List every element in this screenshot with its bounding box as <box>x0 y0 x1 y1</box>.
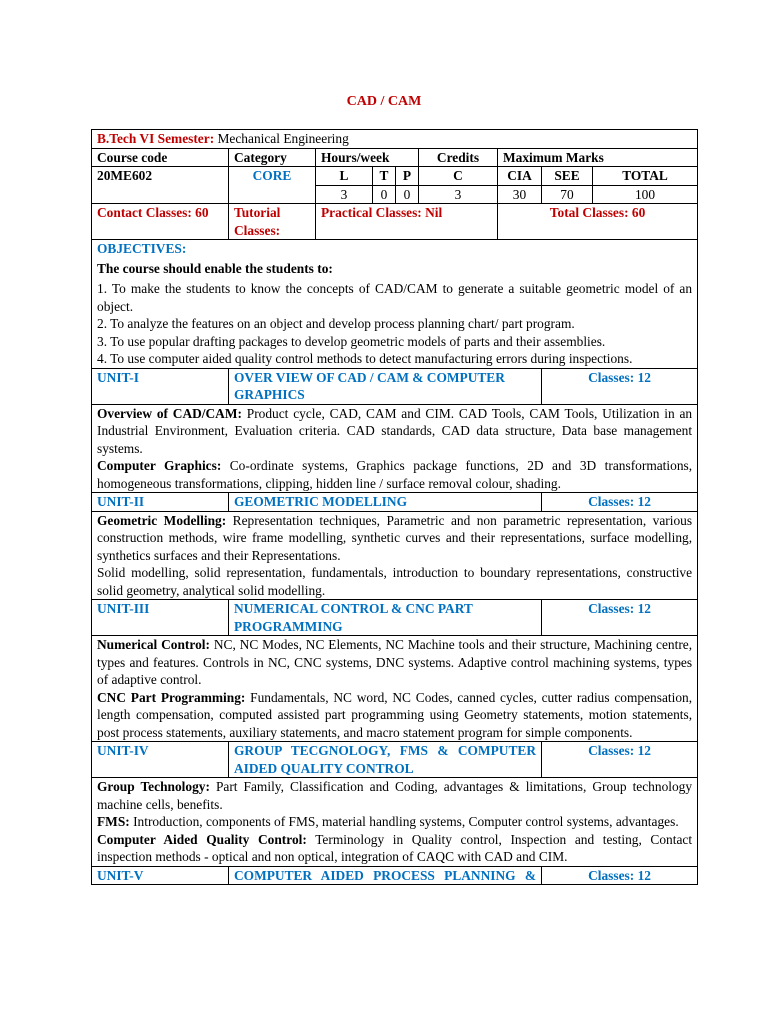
hours-l-label: L <box>316 167 373 186</box>
unit-paragraph <box>97 636 692 689</box>
objectives-intro: The course should enable the students to: <box>97 260 333 276</box>
hours-t-value: 0 <box>373 185 396 204</box>
topic-heading: Group Technology: <box>97 779 210 794</box>
unit-header-row <box>92 368 698 404</box>
objective-item: 2. To analyze the features on an object and develop process planning chart/ part program. <box>97 316 575 331</box>
topic-text: Introduction, components of FMS, material handling systems, Computer control systems, advantages. <box>129 814 679 829</box>
unit-paragraph <box>97 512 692 565</box>
category-header: Category <box>229 148 316 167</box>
topic-heading: Computer Aided Quality Control: <box>97 831 307 847</box>
semester-label: B.Tech VI Semester: <box>97 131 215 146</box>
topic-heading: CNC Part Programming: <box>97 689 246 705</box>
unit-label: UNIT-IV <box>92 742 229 778</box>
see-value: 70 <box>542 185 593 204</box>
total-classes: Total Classes: 60 <box>498 204 698 240</box>
unit-paragraph <box>97 813 692 831</box>
unit-body-row <box>92 404 698 493</box>
unit-label: UNIT-I <box>92 368 229 404</box>
classes-row <box>92 204 698 240</box>
objective-item: 3. To use popular drafting packages to develop geometric models of parts and their assemblies. <box>97 333 606 349</box>
topic-text: Co-ordinate systems, Graphics package functions, 2D and 3D transformations, homogeneous transformations, clipping, hidden line / surface removal colour, shading. <box>97 458 693 491</box>
unit-paragraph <box>97 405 692 458</box>
unit-title: GROUP TECGNOLOGY, FMS & COMPUTER AIDED QUALITY CONTROL <box>229 742 542 778</box>
unit-paragraph <box>97 778 692 813</box>
topic-text: Product cycle, CAD, CAM and CIM. CAD Tools, CAM Tools, Utilization in an Industrial Environment, Evaluation criteria. CAD standards, CAD data structure, Data base management systems. <box>97 405 693 456</box>
total-value: 100 <box>593 185 698 204</box>
credits-c-label: C <box>419 167 498 186</box>
practical-classes: Practical Classes: Nil <box>316 204 498 240</box>
topic-heading: Overview of CAD/CAM: <box>97 405 242 421</box>
unit-classes: Classes: 12 <box>542 866 698 885</box>
unit-paragraph <box>97 457 692 492</box>
semester-value: Mechanical Engineering <box>217 131 349 146</box>
topic-text: Terminology in Quality control, Inspection and testing, Contact inspection methods - optical and non optical, integration of CAQC with CAD and CIM. <box>97 831 693 864</box>
topic-heading: Numerical Control: <box>97 637 210 652</box>
unit-classes: Classes: 12 <box>542 368 698 404</box>
marks-header: Maximum Marks <box>498 148 698 167</box>
unit-header-row <box>92 600 698 636</box>
contact-classes: Contact Classes: 60 <box>92 204 229 240</box>
credits-header: Credits <box>419 148 498 167</box>
unit-title: COMPUTER AIDED PROCESS PLANNING & <box>229 866 542 885</box>
topic-text: Representation techniques, Parametric and non parametric representation, various construction methods, wire frame modelling, synthetic curves and their representations, surface modelling, synthetics surfaces and their Representations. <box>97 512 693 563</box>
unit-header-row <box>92 742 698 778</box>
unit-title: GEOMETRIC MODELLING <box>229 493 542 512</box>
course-code: 20ME602 <box>92 167 229 204</box>
unit-label: UNIT-V <box>92 866 229 885</box>
unit-body-row <box>92 636 698 742</box>
topic-heading: FMS: <box>97 814 130 829</box>
unit-classes: Classes: 12 <box>542 600 698 636</box>
topic-text: Fundamentals, NC word, NC Codes, canned cycles, cutter radius compensation, length compensation, computed assisted part programming using Geometry statements, motion statements, post process statements, auxiliary statements, and macro statement program for simple components. <box>97 689 693 740</box>
unit-body-row <box>92 511 698 600</box>
hours-header: Hours/week <box>316 148 419 167</box>
cia-value: 30 <box>498 185 542 204</box>
page-title: CAD / CAM <box>346 94 422 109</box>
code-row <box>92 167 698 186</box>
syllabus-table <box>91 129 698 885</box>
cia-label: CIA <box>498 167 542 186</box>
total-label: TOTAL <box>593 167 698 186</box>
hours-p-value: 0 <box>396 185 419 204</box>
objectives-heading: OBJECTIVES: <box>97 241 187 256</box>
unit-classes: Classes: 12 <box>542 742 698 778</box>
unit-label: UNIT-III <box>92 600 229 636</box>
hours-l-value: 3 <box>316 185 373 204</box>
topic-text: NC, NC Modes, NC Elements, NC Machine tools and their structure, Machining centre, types and features. Controls in NC, CNC systems, DNC systems. Adaptive control machining systems, types of adaptive control. <box>97 637 693 687</box>
unit-paragraph <box>97 831 692 866</box>
topic-text: Solid modelling, solid representation, fundamentals, introduction to boundary representations, constructive solid geometry, analytical solid modelling. <box>97 565 693 598</box>
unit-paragraph <box>97 564 692 599</box>
unit-header-row <box>92 493 698 512</box>
unit-paragraph <box>97 689 692 742</box>
syllabus-table-wrap <box>91 129 697 885</box>
column-header-row <box>92 148 698 167</box>
objective-item: 1. To make the students to know the concepts of CAD/CAM to generate a suitable geometric model of an object. <box>97 281 693 314</box>
unit-header-row <box>92 866 698 885</box>
topic-heading: Geometric Modelling: <box>97 512 227 528</box>
credits-value: 3 <box>419 185 498 204</box>
objective-item: 4. To use computer aided quality control methods to detect manufacturing errors during inspections. <box>97 351 633 366</box>
topic-text: Part Family, Classification and Coding, advantages & limitations, Group technology machine cells, benefits. <box>97 779 693 812</box>
course-code-header: Course code <box>92 148 229 167</box>
unit-label: UNIT-II <box>92 493 229 512</box>
hours-p-label: P <box>396 167 419 186</box>
unit-body-row <box>92 778 698 867</box>
see-label: SEE <box>542 167 593 186</box>
semester-row <box>92 130 698 149</box>
tutorial-classes: Tutorial Classes: <box>229 204 316 240</box>
hours-t-label: T <box>373 167 396 186</box>
unit-classes: Classes: 12 <box>542 493 698 512</box>
unit-title: OVER VIEW OF CAD / CAM & COMPUTER GRAPHICS <box>229 368 542 404</box>
category-value: CORE <box>229 167 316 204</box>
objectives-row <box>92 240 698 369</box>
unit-title: NUMERICAL CONTROL & CNC PART PROGRAMMING <box>229 600 542 636</box>
topic-heading: Computer Graphics: <box>97 458 222 473</box>
